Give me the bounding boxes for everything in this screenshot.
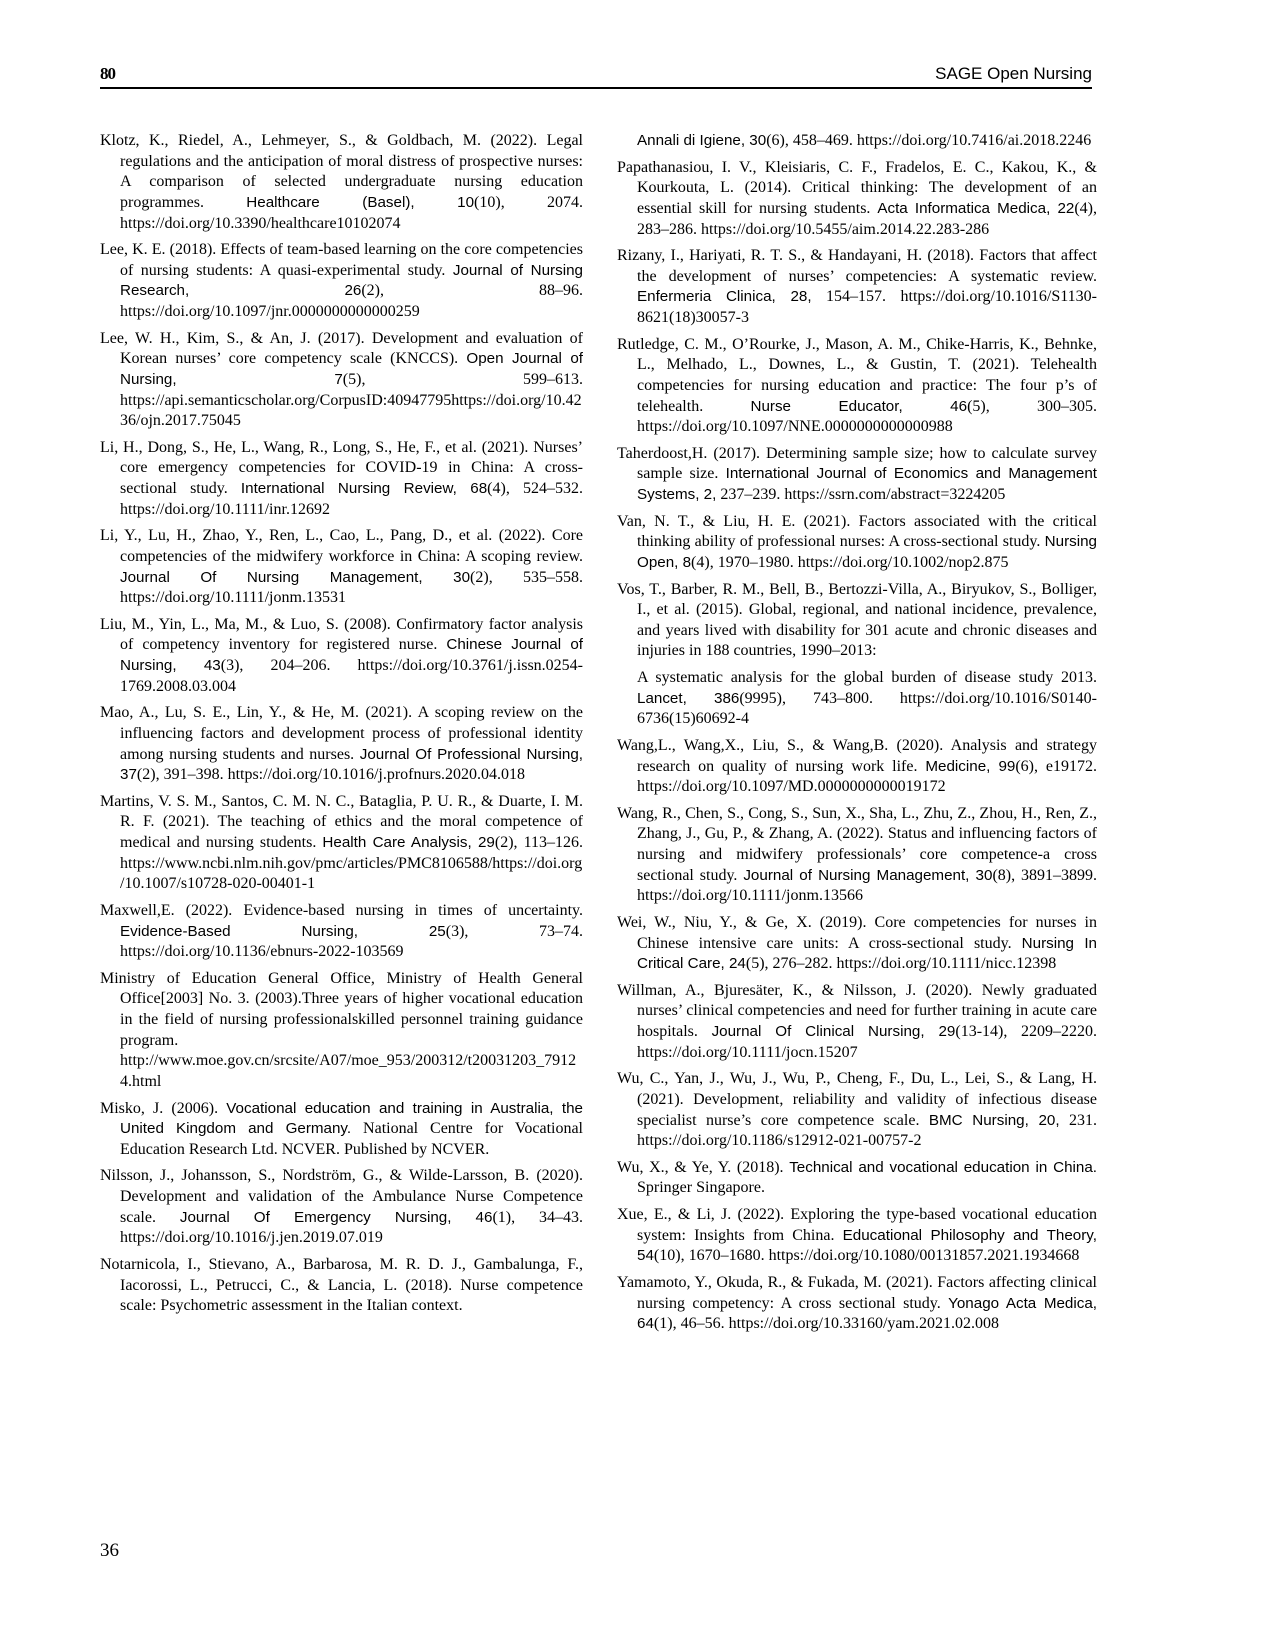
journal-title-segment: Chinese Journal of Nursing, 43 (120, 636, 584, 674)
page-header (100, 64, 1092, 89)
reference-entry (617, 981, 1097, 1064)
reference-text-segment: (10), 1670–1680. https://doi.org/10.1080/00131857.2021.1934668 (653, 1247, 1080, 1265)
reference-text-segment: Li, H., Dong, S., He, L., Wang, R., Long, S., He, F., et al. (2021). Nurses’ core emergency competencies for COVID-19 in China: A cross-sectional study. (100, 438, 583, 497)
reference-text-segment: (13-14), 2209–2220. https://doi.org/10.1111/jocn.15207 (637, 1023, 1098, 1061)
journal-title-segment: Nursing Open, 8 (637, 533, 1097, 571)
reference-entry (100, 131, 583, 234)
reference-text-segment: (4), 283–286. https://doi.org/10.5455/aim.2014.22.283-286 (637, 199, 1097, 238)
header-rule (100, 87, 1092, 89)
reference-text-segment: (5), 599–613. https://api.semanticscholar.org/CorpusID:40947795https://doi.org/10.4236/ojn.2017.75045 (120, 370, 583, 430)
reference-text-segment: Wu, C., Yan, J., Wu, J., Wu, P., Cheng, F., Du, L., Lei, S., & Lang, H. (2021). Development, reliability and validity of infectious disease specialist nurse’s core competence scale. (617, 1070, 1097, 1129)
reference-entry (100, 526, 583, 609)
reference-text-segment: (3), 73–74. https://doi.org/10.1136/ebnurs-2022-103569 (120, 922, 584, 961)
journal-title-segment: Educational Philosophy and Theory, 54 (637, 1226, 1097, 1265)
reference-text-segment: Wang,L., Wang,X., Liu, S., & Wang,B. (2020). Analysis and strategy research on quality of nursing work life. (617, 736, 1097, 775)
reference-entry (617, 804, 1097, 907)
reference-text-segment: 231. https://doi.org/10.1186/s12912-021-00757-2 (637, 1111, 1097, 1150)
reference-text-segment: (10), 2074. https://doi.org/10.3390/healthcare10102074 (120, 193, 583, 232)
journal-title-segment: Journal Of Nursing Management, 30 (120, 568, 471, 586)
reference-entry (617, 913, 1097, 975)
journal-title-segment: Lancet, 386 (637, 689, 740, 707)
journal-title-segment: Journal Of Emergency Nursing, 46 (179, 1208, 493, 1226)
journal-title-segment: Journal Of Professional Nursing, 37 (120, 745, 583, 784)
reference-entry (100, 240, 583, 323)
reference-entry (100, 1255, 583, 1317)
references-column-right (617, 131, 1097, 1341)
reference-text-segment: Xue, E., & Li, J. (2022). Exploring the type-based vocational education system: Insights from China. (617, 1206, 1097, 1244)
reference-text-segment: Wu, X., & Ye, Y. (2018). (617, 1158, 790, 1176)
reference-entry (100, 703, 583, 786)
reference-entry (100, 1099, 583, 1161)
reference-text-segment: (4), 1970–1980. https://doi.org/10.1002/nop2.875 (691, 553, 1009, 571)
reference-text-segment: Van, N. T., & Liu, H. E. (2021). Factors associated with the critical thinking ability of professional nurses: A cross-sectional study. (617, 512, 1097, 551)
reference-text-segment: Liu, M., Yin, L., Ma, M., & Luo, S. (2008). Confirmatory factor analysis of competency inventory for registered nurse. (100, 615, 583, 654)
reference-text-segment: 237–239. https://ssrn.com/abstract=3224205 (716, 486, 1006, 503)
journal-title-segment: Health Care Analysis, 29 (322, 834, 495, 851)
reference-text-segment: (6), e19172. https://doi.org/10.1097/MD.0000000000019172 (637, 757, 1097, 796)
reference-entry (617, 158, 1097, 241)
reference-text-segment: (5), 276–282. https://doi.org/10.1111/nicc.12398 (745, 955, 1057, 973)
reference-text-segment: (6), 458–469. https://doi.org/10.7416/ai.2018.2246 (766, 132, 1092, 149)
journal-title-segment: Nursing In Critical Care, 24 (637, 934, 1097, 973)
reference-entry (100, 969, 583, 1093)
reference-text-segment: (2), 391–398. https://doi.org/10.1016/j.profnurs.2020.04.018 (136, 766, 526, 784)
reference-entry (617, 335, 1097, 438)
journal-title-segment: Technical and vocational education in China. (789, 1158, 1097, 1176)
reference-text-segment: Misko, J. (2006). (100, 1099, 227, 1117)
reference-text-segment: 154–157. https://doi.org/10.1016/S1130-8621(18)30057-3 (637, 288, 1097, 326)
journal-title-segment: Annali di Igiene, 30 (637, 132, 767, 149)
reference-entry (617, 668, 1097, 730)
reference-text-segment: Willman, A., Bjuresäter, K., & Nilsson, J. (2020). Newly graduated nurses’ clinical competencies and need for further training in acute care hospitals. (617, 981, 1097, 1040)
journal-title-segment: Enfermeria Clinica, 28, (637, 288, 812, 306)
reference-entry (100, 438, 583, 521)
reference-text-segment: (1), 46–56. https://doi.org/10.33160/yam.2021.02.008 (653, 1315, 999, 1333)
page-footer (100, 1540, 119, 1562)
reference-text-segment: Papathanasiou, I. V., Kleisiaris, C. F., Fradelos, E. C., Kakou, K., & Kourkouta, L. (2014). Critical thinking: The development of an essential skill for nursing students. (617, 158, 1097, 217)
journal-title-segment: International Nursing Review, 68 (240, 480, 488, 497)
journal-title-segment: Healthcare (Basel), 10 (246, 193, 475, 211)
reference-entry (100, 792, 583, 895)
reference-text-segment: A systematic analysis for the global burden of disease study 2013. (637, 669, 1097, 686)
reference-text-segment: Li, Y., Lu, H., Zhao, Y., Ren, L., Cao, L., Pang, D., et al. (2022). Core competencies of the midwifery workforce in China: A scoping review. (100, 527, 583, 565)
reference-text-segment: (3), 204–206. https://doi.org/10.3761/j.issn.0254-1769.2008.03.004 (120, 657, 584, 695)
header-page-number: 80 (100, 64, 115, 83)
reference-entry (617, 736, 1097, 798)
reference-text-segment: (5), 300–305. https://doi.org/10.1097/NNE.0000000000000988 (637, 397, 1098, 436)
references-column-left (100, 131, 583, 1323)
reference-entry (100, 329, 583, 432)
journal-title-segment: Acta Informatica Medica, 22 (877, 199, 1075, 217)
reference-text-segment: Nilsson, J., Johansson, S., Nordström, G., & Wilde-Larsson, B. (2020). Development and validation of the Ambulance Nurse Competence scale. (100, 1167, 583, 1226)
reference-text-segment: Yamamoto, Y., Okuda, R., & Fukada, M. (2021). Factors affecting clinical nursing competency: A cross sectional study. (617, 1273, 1097, 1312)
journal-title-segment: Journal Of Clinical Nursing, 29 (711, 1023, 956, 1040)
reference-text-segment: (4), 524–532. https://doi.org/10.1111/inr.12692 (120, 480, 584, 518)
reference-entry (617, 131, 1097, 152)
reference-text-segment: Wang, R., Chen, S., Cong, S., Sun, X., Sha, L., Zhu, Z., Zhou, H., Ren, Z., Zhang, J., Gu, P., & Zhang, A. (2022). Status and influencing factors of nursing and midwifery professionals’ core competence-a cross sectional study. (617, 804, 1097, 884)
reference-text-segment: (2), 88–96. https://doi.org/10.1097/jnr.0000000000000259 (120, 282, 583, 320)
reference-entry (617, 1069, 1097, 1152)
reference-entry (100, 901, 583, 963)
reference-text-segment: Ministry of Education General Office, Ministry of Health General Office[2003] No. 3. (2003).Three years of higher vocational education in the field of nursing professionalskilled personnel training guidance program. http://www.moe.gov.cn/srcsite/A07/moe_953/200312/t20031203_79124.html (100, 969, 583, 1090)
journal-title-segment: International Journal of Economics and Management Systems, 2, (637, 465, 1097, 503)
reference-text-segment: Lee, K. E. (2018). Effects of team-based learning on the core competencies of nursing students: A quasi-experimental study. (100, 241, 583, 279)
journal-running-head: SAGE Open Nursing (935, 64, 1092, 83)
reference-entry (617, 1158, 1097, 1199)
reference-text-segment: Notarnicola, I., Stievano, A., Barbarosa, M. R. D. J., Gambalunga, F., Iacorossi, L., Petrucci, C., & Lancia, L. (2018). Nurse competence scale: Psychometric assessment in the Italian context. (100, 1255, 583, 1315)
journal-title-segment: Evidence-Based Nursing, 25 (120, 922, 446, 940)
reference-text-segment: Klotz, K., Riedel, A., Lehmeyer, S., & Goldbach, M. (2022). Legal regulations and the anticipation of moral distress of prospective nurses: A comparison of selected undergraduate nursing education programmes. (100, 132, 583, 211)
reference-text-segment: (2), 113–126. https://www.ncbi.nlm.nih.gov/pmc/articles/PMC8106588/https://doi.org/10.1007/s10728-020-00401-1 (120, 834, 584, 893)
reference-text-segment: Mao, A., Lu, S. E., Lin, Y., & He, M. (2021). A scoping review on the influencing factors and development process of professional identity among nursing students and nurses. (100, 704, 583, 763)
reference-entry (617, 1273, 1097, 1335)
reference-text-segment: (2), 535–558. https://doi.org/10.1111/jonm.13531 (120, 568, 583, 607)
reference-text-segment: (1), 34–43. https://doi.org/10.1016/j.jen.2019.07.019 (120, 1208, 584, 1247)
running-head-row (100, 64, 1092, 84)
reference-text-segment: (8), 3891–3899. https://doi.org/10.1111/jonm.13566 (637, 866, 1098, 905)
reference-text-segment: Vos, T., Barber, R. M., Bell, B., Bertozzi-Villa, A., Biryukov, S., Bolliger, I., et al. (2015). Global, regional, and national incidence, prevalence, and years lived with disability for 301 acute and chronic diseases and injuries in 188 countries, 1990–2013: (617, 580, 1097, 660)
journal-title-segment: Open Journal of Nursing, 7 (120, 350, 583, 388)
reference-text-segment: Taherdoost,H. (2017). Determining sample size; how to calculate survey sample size. (617, 444, 1097, 483)
reference-text-segment: Rutledge, C. M., O’Rourke, J., Mason, A. M., Chike-Harris, K., Behnke, L., Melhado, L., Downes, L., & Gustin, T. (2021). Telehealth competencies for nursing education and practice: The four p’s of telehealth. (617, 335, 1097, 415)
journal-title-segment: Vocational education and training in Australia, the United Kingdom and Germany. (120, 1099, 584, 1138)
journal-title-segment: BMC Nursing, 20, (928, 1111, 1060, 1129)
journal-title-segment: Journal of Nursing Research, 26 (120, 261, 583, 300)
reference-text-segment: (9995), 743–800. https://doi.org/10.1016/S0140-6736(15)60692-4 (637, 689, 1097, 728)
reference-entry (617, 246, 1097, 329)
reference-entry (100, 615, 583, 698)
journal-title-segment: Journal of Nursing Management, 30 (743, 866, 993, 884)
reference-text-segment: Rizany, I., Hariyati, R. T. S., & Handayani, H. (2018). Factors that affect the development of nurses’ competencies: A systematic review. (617, 247, 1097, 285)
footer-page-number: 36 (100, 1540, 119, 1561)
reference-text-segment: National Centre for Vocational Education Research Ltd. NCVER. Published by NCVER. (120, 1120, 584, 1158)
reference-text-segment: Lee, W. H., Kim, S., & An, J. (2017). Development and evaluation of Korean nurses’ core competency scale (KNCCS). (100, 329, 583, 368)
reference-text-segment: Maxwell,E. (2022). Evidence-based nursing in times of uncertainty. (100, 901, 583, 919)
reference-text-segment: Springer Singapore. (637, 1179, 765, 1197)
journal-title-segment: Nurse Educator, 46 (750, 397, 968, 415)
journal-title-segment: Medicine, 99 (925, 757, 1016, 775)
reference-text-segment: Martins, V. S. M., Santos, C. M. N. C., Bataglia, P. U. R., & Duarte, I. M. R. F. (2021). The teaching of ethics and the moral competence of medical and nursing students. (100, 792, 583, 851)
reference-entry (100, 1166, 583, 1249)
reference-entry (617, 512, 1097, 574)
reference-entry (617, 1205, 1097, 1267)
reference-entry (617, 580, 1097, 663)
reference-text-segment: Wei, W., Niu, Y., & Ge, X. (2019). Core competencies for nurses in Chinese intensive care units: A cross-sectional study. (617, 913, 1097, 952)
journal-title-segment: Yonago Acta Medica, 64 (637, 1294, 1097, 1333)
reference-entry (617, 444, 1097, 506)
